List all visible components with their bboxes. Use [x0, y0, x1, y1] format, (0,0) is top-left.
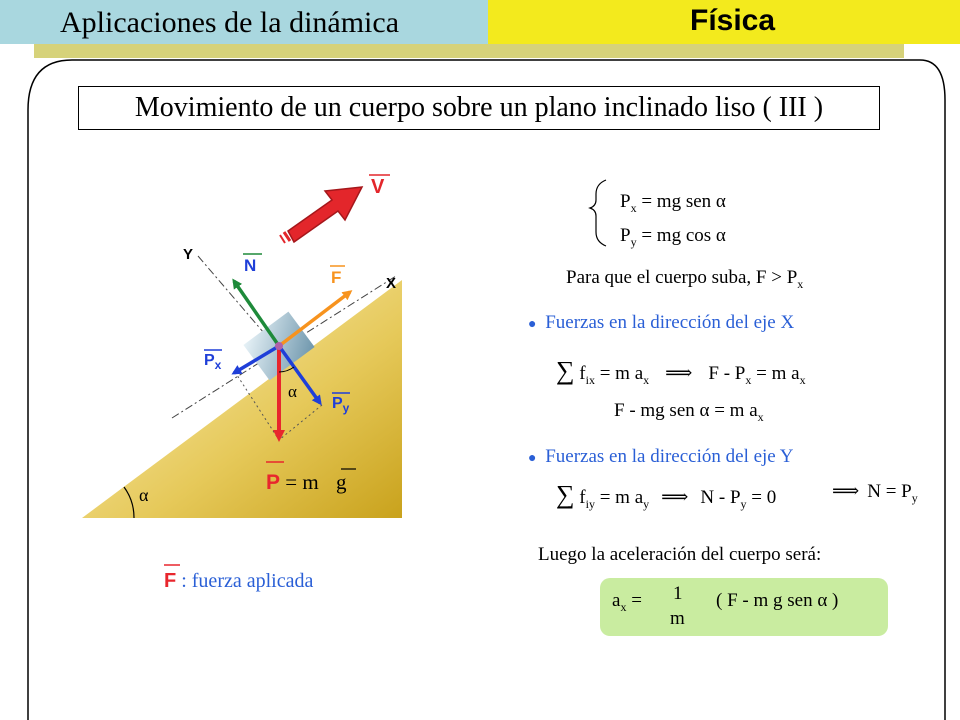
weight-label: P = m g: [266, 470, 347, 494]
sigma-icon: ∑: [556, 356, 575, 385]
block-angle-label: α: [288, 382, 297, 401]
header-title: Aplicaciones de la dinámica: [60, 6, 400, 39]
normal-force-label: N: [244, 256, 257, 275]
sum-y-equation: ∑ $f_{iy} = m$ $a_y$ ⟹ $N - P_y = 0$: [556, 480, 777, 511]
fraction-denominator: m: [670, 608, 685, 629]
bullet-y: ● Fuerzas en la dirección del eje Y: [528, 446, 794, 467]
px-equation: $P_x$ = mg sen α: [620, 191, 726, 215]
applied-force-label: F: [331, 268, 342, 287]
conclusion-text: Luego la aceleración del cuerpo será:: [538, 544, 822, 565]
fx-equation: F - mg sen α = m $a_x$: [614, 400, 764, 424]
header-subject: Física: [690, 4, 776, 37]
condition-text: Para que el cuerpo suba, $F > P_x$: [566, 267, 804, 291]
sigma-icon: ∑: [556, 480, 575, 509]
system-brace: [590, 180, 606, 246]
n-equation: ⟹ $N = P_y$: [832, 481, 918, 505]
y-axis-label: Y: [183, 246, 194, 263]
x-axis-label: X: [386, 275, 397, 292]
fraction-numerator: 1: [673, 583, 683, 604]
implies-icon: ⟹: [661, 487, 689, 508]
acceleration-rhs: ( F - m g sen α ): [716, 590, 839, 611]
velocity-arrow: [280, 187, 362, 243]
applied-force-legend: F : fuerza aplicada: [164, 570, 314, 592]
py-label: $P_y$: [332, 395, 350, 416]
bullet-dot-icon: ●: [528, 451, 537, 466]
implies-icon: ⟹: [665, 363, 693, 384]
slide-title: Movimiento de un cuerpo sobre un plano inclinado liso ( III ): [78, 86, 880, 130]
center-of-mass: [275, 342, 283, 350]
base-angle-label: α: [139, 485, 149, 505]
acceleration-lhs: $a_x$ =: [612, 590, 642, 614]
py-equation: $P_y$ = mg cos α: [620, 225, 726, 249]
velocity-label: V: [371, 176, 385, 198]
sum-x-equation: ∑ $f_{ix} = m$ $a_x$ ⟹ $F - P_x = m$ $a_x$: [556, 356, 806, 387]
px-label: $P_x$: [204, 352, 222, 373]
bullet-x: ● Fuerzas en la dirección del eje X: [528, 312, 795, 333]
inclined-plane: [82, 280, 402, 518]
implies-icon: ⟹: [832, 481, 860, 502]
bullet-dot-icon: ●: [528, 317, 537, 332]
